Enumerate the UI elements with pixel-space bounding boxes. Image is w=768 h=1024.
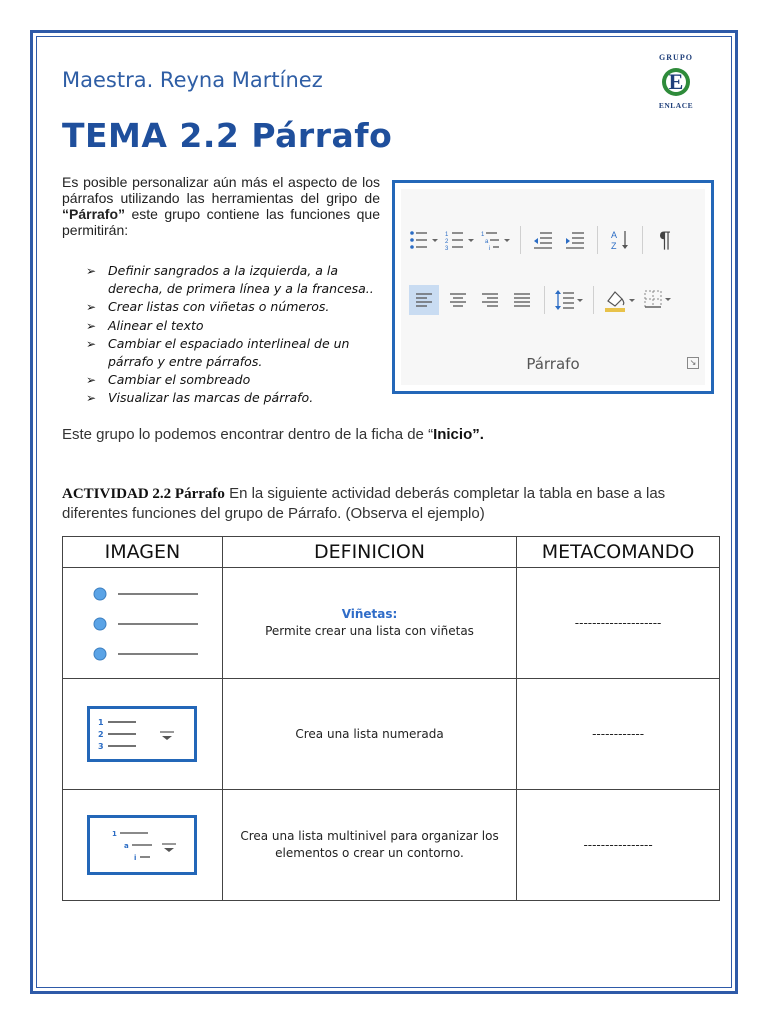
image-cell xyxy=(63,679,223,790)
svg-text:ENLACE: ENLACE xyxy=(658,101,694,110)
justify-icon xyxy=(509,285,535,315)
bullets-icon xyxy=(82,582,202,662)
multilevel-list-icon xyxy=(481,225,511,255)
svg-text:2: 2 xyxy=(98,730,104,739)
increase-indent-icon xyxy=(562,225,588,255)
align-center-icon xyxy=(445,285,471,315)
sort-icon xyxy=(607,225,633,255)
multilevel-list-icon xyxy=(87,815,197,875)
bullets-icon xyxy=(409,225,439,255)
column-header-metacomando: METACOMANDO xyxy=(517,537,720,568)
table-row xyxy=(63,568,720,679)
image-cell xyxy=(63,790,223,901)
grupo-enlace-logo xyxy=(648,52,704,112)
activity-table xyxy=(62,536,720,901)
svg-text:1: 1 xyxy=(445,232,449,238)
svg-text:i: i xyxy=(134,854,137,862)
definition-cell: Crea una lista multinivel para organizar los elementos o crear un contorno. xyxy=(222,790,516,901)
decrease-indent-icon xyxy=(530,225,556,255)
definition-cell: Crea una lista numerada xyxy=(222,679,516,790)
numbering-icon xyxy=(445,225,475,255)
column-header-definicion: DEFINICION xyxy=(222,537,516,568)
command-cell: ---------------- xyxy=(517,790,720,901)
svg-text:Z: Z xyxy=(611,241,617,251)
image-cell xyxy=(63,568,223,679)
pilcrow-icon: ¶ xyxy=(659,227,671,252)
svg-text:i: i xyxy=(489,246,491,251)
author-name: Maestra. Reyna Martínez xyxy=(62,68,323,92)
shading-icon xyxy=(603,285,637,315)
svg-text:A: A xyxy=(611,230,618,240)
list-item: ➢ Cambiar el sombreado xyxy=(86,371,386,389)
align-left-icon xyxy=(409,285,439,315)
svg-text:3: 3 xyxy=(98,742,104,751)
arrow-bullet-icon: ➢ xyxy=(86,300,97,315)
table-row xyxy=(63,790,720,901)
arrow-bullet-icon: ➢ xyxy=(86,373,97,388)
command-cell: -------------------- xyxy=(517,568,720,679)
arrow-bullet-icon: ➢ xyxy=(86,318,97,333)
location-sentence: Este grupo lo podemos encontrar dentro de la ficha de “Inicio”. xyxy=(62,426,484,443)
arrow-bullet-icon: ➢ xyxy=(86,336,97,351)
svg-text:2: 2 xyxy=(445,239,449,245)
intro-paragraph: Es posible personalizar aún más el aspecto de los párrafos utilizando las herramientas del gripo de “Párrafo” este grupo contiene las funciones que permitirán: xyxy=(62,174,380,238)
arrow-bullet-icon: ➢ xyxy=(86,264,97,278)
line-spacing-icon xyxy=(554,285,584,315)
list-item: ➢ Crear listas con viñetas o números. xyxy=(86,298,386,316)
dialog-launcher-icon: ↘ xyxy=(687,357,699,369)
numbering-icon xyxy=(87,706,197,762)
svg-text:3: 3 xyxy=(445,246,449,251)
definition-cell: Viñetas: Permite crear una lista con viñetas xyxy=(222,568,516,679)
list-item: ➢ Alinear el texto xyxy=(86,317,386,335)
paragraph-ribbon-screenshot xyxy=(392,180,714,394)
page-title: TEMA 2.2 Párrafo xyxy=(62,116,393,155)
ribbon-group-label: Párrafo xyxy=(526,355,580,373)
command-cell: ------------ xyxy=(517,679,720,790)
svg-text:E: E xyxy=(668,69,684,94)
svg-text:1: 1 xyxy=(112,830,118,838)
svg-text:a: a xyxy=(485,239,489,245)
table-header-row xyxy=(63,537,720,568)
list-item: ➢ Definir sangrados a la izquierda, a la derecha, de primera línea y a la francesa.. xyxy=(86,263,374,297)
activity-instructions: ACTIVIDAD 2.2 Párrafo En la siguiente actividad deberás completar la tabla en base a las diferentes funciones del grupo de Párrafo. (Observa el ejemplo) xyxy=(62,485,666,522)
svg-text:GRUPO: GRUPO xyxy=(659,53,693,62)
column-header-imagen: IMAGEN xyxy=(63,537,223,568)
functions-list xyxy=(86,262,386,408)
table-row xyxy=(63,679,720,790)
arrow-bullet-icon: ➢ xyxy=(86,391,97,406)
svg-text:1: 1 xyxy=(98,718,104,727)
svg-text:1: 1 xyxy=(481,232,485,238)
svg-text:a: a xyxy=(124,842,130,850)
align-right-icon xyxy=(477,285,503,315)
borders-icon xyxy=(643,285,673,315)
list-item: ➢ Cambiar el espaciado interlineal de un párrafo y entre párrafos. xyxy=(86,335,350,370)
list-item: ➢ Visualizar las marcas de párrafo. xyxy=(86,389,386,407)
